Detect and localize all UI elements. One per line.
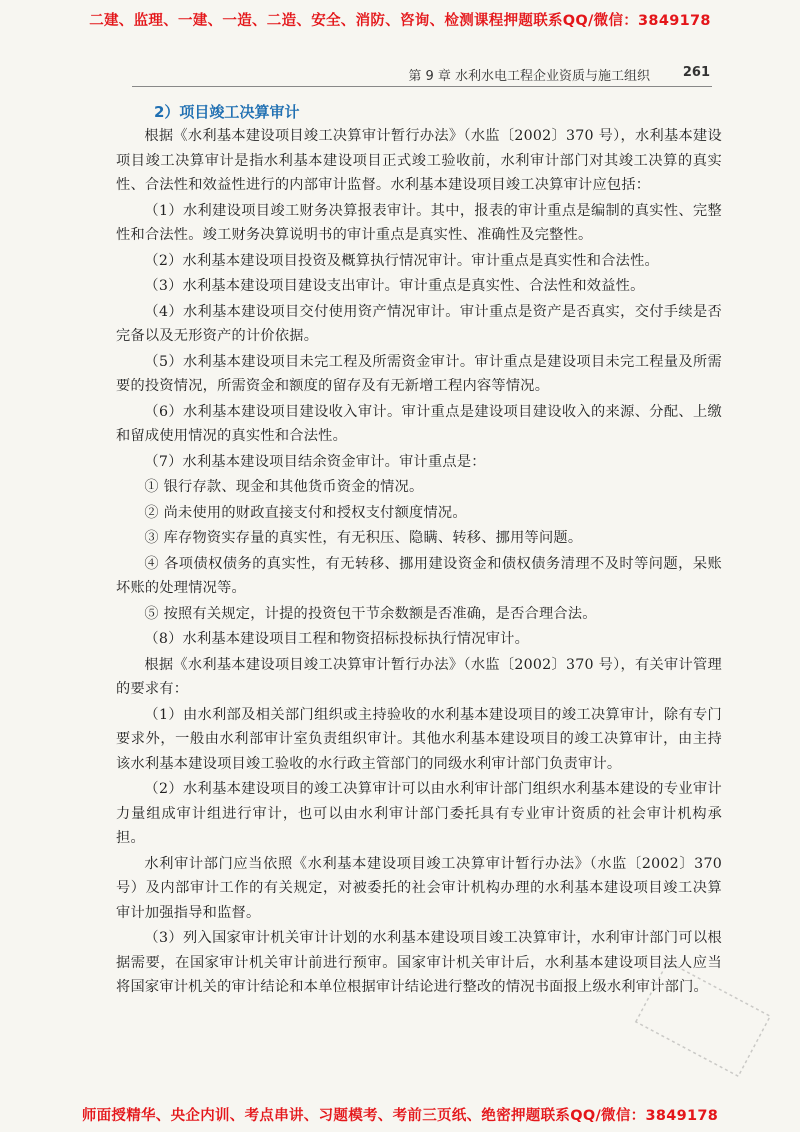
paragraph: ⑤ 按照有关规定，计提的投资包干节余数额是否准确，是否合理合法。: [144, 605, 597, 622]
paragraph: （3）水利基本建设项目建设支出审计。审计重点是真实性、合法性和效益性。: [144, 278, 645, 294]
paragraph: 水利审计部门应当依照《水利基本建设项目竣工决算审计暂行办法》（水监〔2002〕370 号）及内部审计工作的有关规定，对被委托的社会审计机构办理的水利基本建设项目竣工决算审计加强指导和监督。: [116, 855, 722, 921]
page-body: [116, 100, 722, 1001]
section-title: 2）项目竣工决算审计: [154, 103, 300, 121]
paragraph: ① 银行存款、现金和其他货币资金的情况。: [144, 479, 424, 495]
chapter-title: 第 9 章 水利水电工程企业资质与施工组织: [408, 69, 650, 84]
paragraph: ③ 库存物资实存量的真实性，有无积压、隐瞒、转移、挪用等问题。: [144, 530, 583, 546]
paragraph: （4）水利基本建设项目交付使用资产情况审计。审计重点是资产是否真实，交付手续是否完备以及无形资产的计价依据。: [116, 303, 722, 344]
paragraph: （1）由水利部及相关部门组织或主持验收的水利基本建设项目的竣工决算审计，除有专门要求外，一般由水利部审计室负责组织审计。其他水利基本建设项目的竣工决算审计，由主持该水利基本建设项目竣工验收的水行政主管部门的同级水利审计部门负责审计。: [116, 706, 722, 772]
paragraph: （7）水利基本建设项目结余资金审计。审计重点是：: [144, 453, 486, 470]
paragraph: ② 尚未使用的财政直接支付和授权支付额度情况。: [144, 504, 467, 521]
running-head: [132, 64, 712, 87]
top-promo-banner: 二建、监理、一建、一造、二造、安全、消防、咨询、检测课程押题联系QQ/微信：3849178: [89, 13, 711, 29]
paragraph: （3）列入国家审计机关审计计划的水利基本建设项目竣工决算审计，水利审计部门可以根据需要，在国家审计机关审计前进行预审。国家审计机关审计后，水利基本建设项目法人应当将国家审计机关的审计结论和本单位根据审计结论进行整改的情况书面报上级水利审计部门。: [116, 930, 722, 995]
paragraph: 根据《水利基本建设项目竣工决算审计暂行办法》（水监〔2002〕370 号），有关审计管理的要求有：: [116, 656, 722, 697]
paragraph: （2）水利基本建设项目的竣工决算审计可以由水利审计部门组织水利基本建设的专业审计力量组成审计组进行审计，也可以由水利审计部门委托具有专业审计资质的社会审计机构承担。: [116, 781, 722, 846]
paragraph: （5）水利基本建设项目未完工程及所需资金审计。审计重点是建设项目未完工程量及所需要的投资情况，所需资金和额度的留存及有无新增工程内容等情况。: [116, 353, 722, 394]
paragraph: （6）水利基本建设项目建设收入审计。审计重点是建设项目建设收入的来源、分配、上缴和留成使用情况的真实性和合法性。: [116, 403, 722, 444]
page-number: 261: [682, 65, 710, 80]
paragraph: （8）水利基本建设项目工程和物资招标投标执行情况审计。: [144, 631, 530, 647]
paragraph: （1）水利建设项目竣工财务决算报表审计。其中，报表的审计重点是编制的真实性、完整性和合法性。竣工财务决算说明书的审计重点是真实性、准确性及完整性。: [116, 202, 722, 243]
paragraph: ④ 各项债权债务的真实性，有无转移、挪用建设资金和债权债务清理不及时等问题，呆账坏账的处理情况等。: [116, 555, 722, 596]
paragraph: 根据《水利基本建设项目竣工决算审计暂行办法》（水监〔2002〕370 号），水利基本建设项目竣工决算审计是指水利基本建设项目正式竣工验收前，水利审计部门对其竣工决算的真实性、合法性和效益性进行的内部审计监督。水利基本建设项目竣工决算审计应包括：: [116, 128, 722, 193]
paragraph: （2）水利基本建设项目投资及概算执行情况审计。审计重点是真实性和合法性。: [144, 252, 659, 269]
bottom-promo-banner: 师面授精华、央企内训、考点串讲、习题模考、考前三页纸、绝密押题联系QQ/微信：3849178: [81, 1108, 719, 1124]
